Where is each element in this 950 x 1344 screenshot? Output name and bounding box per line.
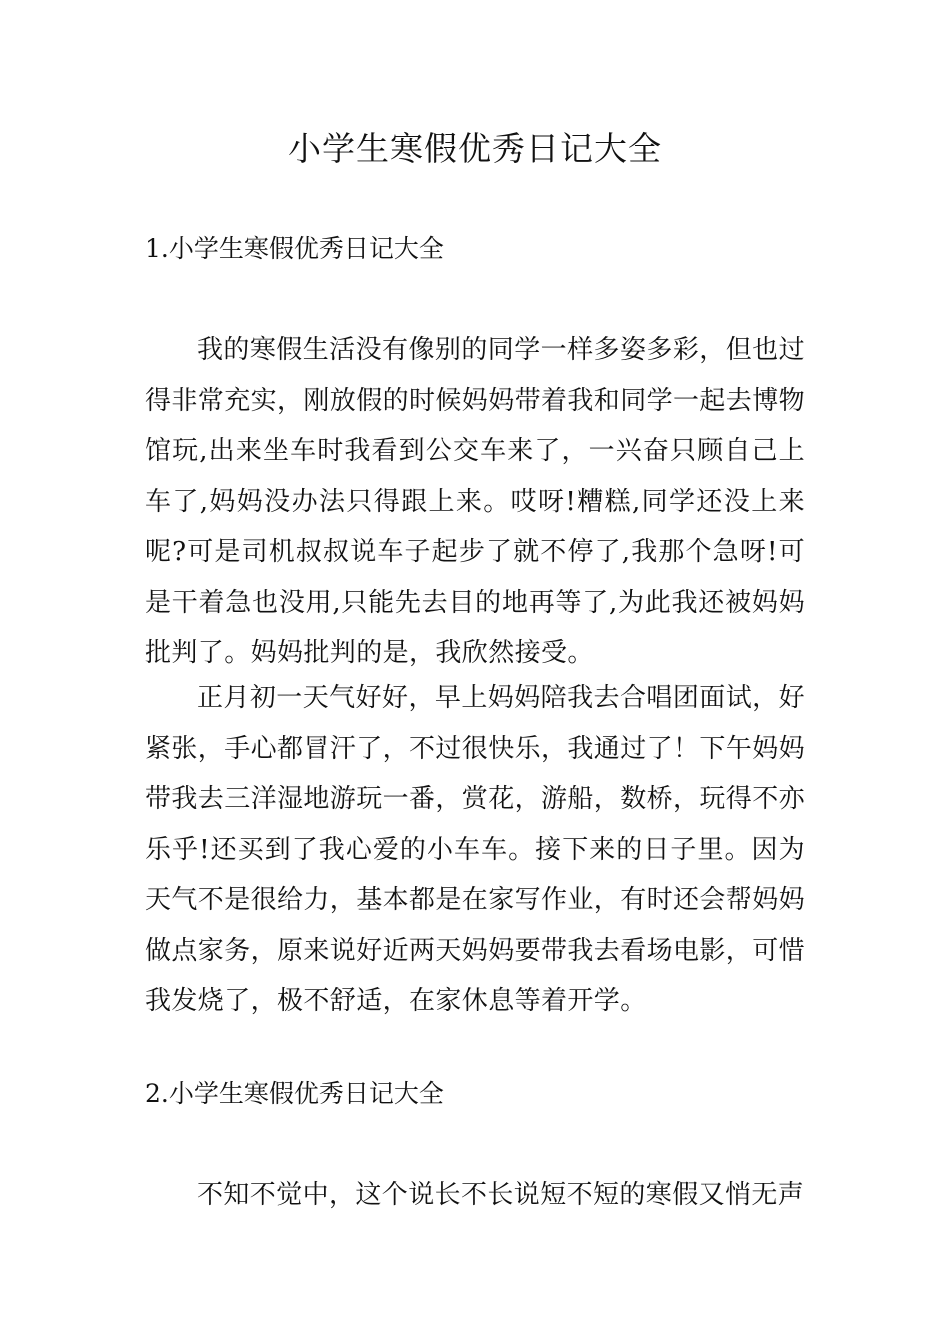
section-heading-2: 2.小学生寒假优秀日记大全 [145,1079,444,1108]
section-2-paragraph-1: 不知不觉中，这个说长不长说短不短的寒假又悄无声 [197,1180,805,1210]
document-title: 小学生寒假优秀日记大全 [288,129,662,168]
section-heading-1: 1.小学生寒假优秀日记大全 [145,234,444,263]
section-1-paragraph-1: 我的寒假生活没有像别的同学一样多姿多彩，但也过得非常充实，刚放假的时候妈妈带着我和同学一起去博物馆玩,出来坐车时我看到公交车来了，一兴奋只顾自己上车了,妈妈没办法只得跟上来。哎呀!糟糕,同学还没上来呢?可是司机叔叔说车子起步了就不停了,我那个急呀!可是干着急也没用,只能先去目的地再等了,为此我还被妈妈批判了。妈妈批判的是，我欣然接受。 [145,335,806,668]
section-1-paragraph-2: 正月初一天气好好，早上妈妈陪我去合唱团面试，好紧张，手心都冒汗了，不过很快乐，我通过了！下午妈妈带我去三洋湿地游玩一番，赏花，游船，数桥，玩得不亦乐乎!还买到了我心爱的小车车。接下来的日子里。因为天气不是很给力，基本都是在家写作业，有时还会帮妈妈做点家务，原来说好近两天妈妈要带我去看场电影，可惜我发烧了，极不舒适，在家休息等着开学。 [145,683,806,1016]
